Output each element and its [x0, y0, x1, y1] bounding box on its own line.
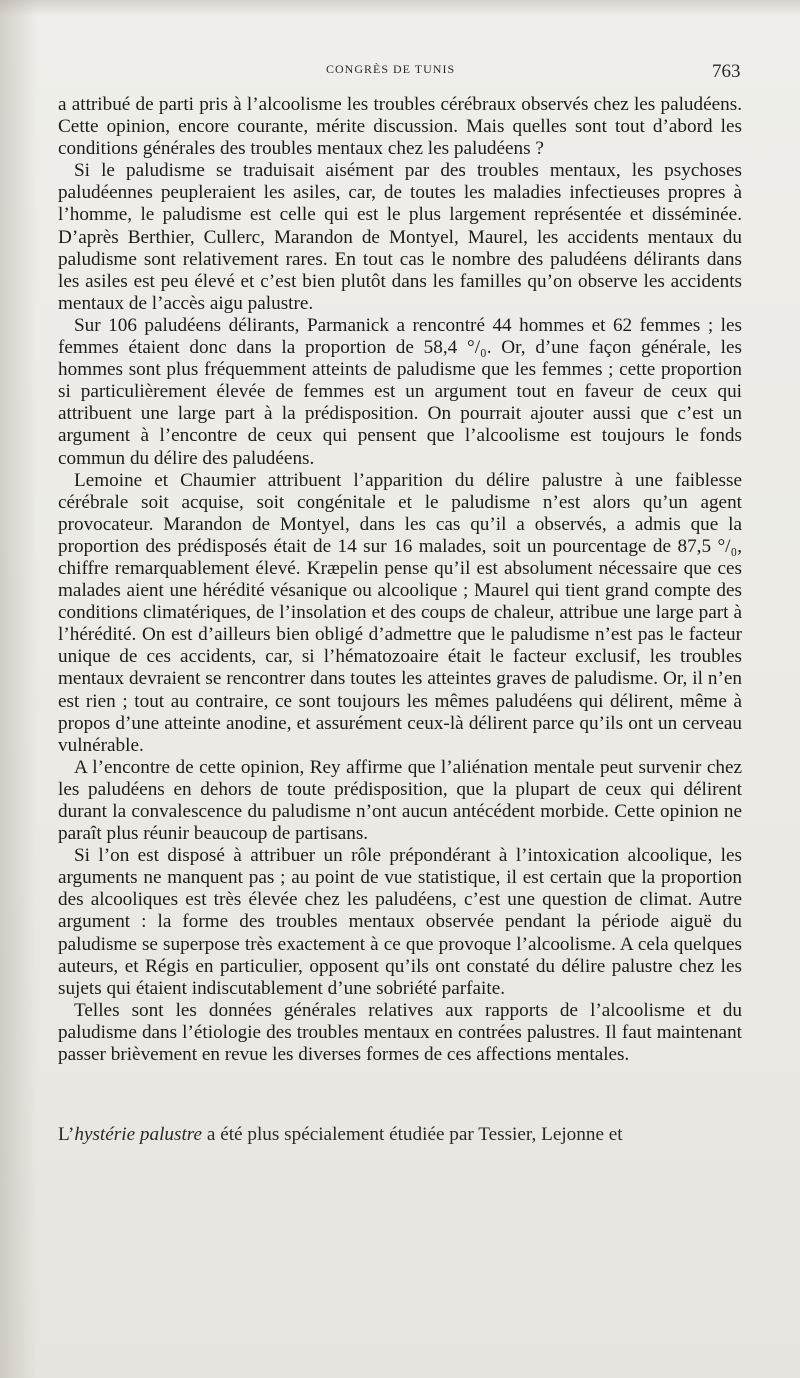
closing-line-italic-term: hystérie palustre: [74, 1124, 203, 1145]
closing-line-rest: a été plus spécialement étudiée par Tessier, Lejonne et: [202, 1124, 623, 1145]
paragraph-1: a attribué de parti pris à l’alcoolisme les troubles cérébraux observés chez les paludéens. Cette opinion, encore courante, mérite discussion. Mais quelles sont tout d’abord les conditions générales des troubles mentaux chez les paludéens ?: [58, 94, 742, 160]
paragraph-7: Telles sont les données générales relatives aux rapports de l’alcoolisme et du paludisme dans l’étiologie des troubles mentaux en contrées palustres. Il faut maintenant passer brièvement en revue les diverses formes de ces affections mentales.: [58, 999, 742, 1066]
paragraph-6: Si l’on est disposé à attribuer un rôle prépondérant à l’intoxication alcoolique, les arguments ne manquent pas ; au point de vue statistique, il est certain que la proportion des alcooliques est très élevée chez les paludéens, c’est une question de climat. Autre argument : la forme des troubles mentaux observée pendant la période aiguë du paludisme se superpose très exactement à ce que provoque l’alcoolisme. A cela quelques auteurs, et Régis en particulier, opposent qu’ils ont constaté du délire palustre chez les sujets qui étaient indiscutablement d’une sobriété parfaite.: [58, 845, 742, 999]
paragraph-3: Sur 106 paludéens délirants, Parmanick a rencontré 44 hommes et 62 femmes ; les femmes étaient donc dans la proportion de 58,4 °/₀. Or, d’une façon générale, les hommes sont plus fréquemment atteints de paludisme que les femmes ; cette proportion si particulièrement élevée de femmes est un argument tout en faveur de ceux qui attribuent une large part à la prédisposition. On pourrait ajouter aussi que c’est un argument à l’encontre de ceux qui pensent que l’alcoolisme est toujours le fonds commun du délire des paludéens.: [58, 314, 742, 469]
running-head: CONGRÈS DE TUNIS: [326, 62, 456, 76]
page-body: [58, 94, 742, 1066]
page-number: 763: [712, 61, 741, 82]
closing-line-lead: L’: [58, 1124, 75, 1145]
paragraph-5: A l’encontre de cette opinion, Rey affirme que l’aliénation mentale peut survenir chez les paludéens en dehors de toute prédisposition, que la plupart de ceux qui délirent durant la convalescence du paludisme n’ont aucun antécédent morbide. Cette opinion ne paraît plus réunir beaucoup de partisans.: [58, 756, 742, 845]
closing-section-line: [58, 1124, 742, 1146]
paragraph-4: Lemoine et Chaumier attribuent l’apparition du délire palustre à une faiblesse cérébrale soit acquise, soit congénitale et le paludisme n’est alors qu’un agent provocateur. Marandon de Montyel, dans les cas qu’il a observés, a admis que la proportion des prédisposés était de 14 sur 16 malades, soit un pourcentage de 87,5 °/₀, chiffre remarquablement élevé. Kræpelin pense qu’il est absolument nécessaire que ces malades aient une hérédité vésanique ou alcoolique ; Maurel qui tient grand compte des conditions climatériques, de l’insolation et des coups de chaleur, attribue une large part à l’hérédité. On est d’ailleurs bien obligé d’admettre que le paludisme n’est pas le facteur unique de ces accidents, car, si l’hématozoaire était le facteur exclusif, les troubles mentaux devraient se rencontrer dans toutes les atteintes graves de paludisme. Or, il n’en est rien ; tout au contraire, ce sont toujours les mêmes paludéens qui délirent, même à propos d’une atteinte anodine, et assurément ceux-là délirent parce qu’ils ont un cerveau vulnérable.: [58, 469, 742, 756]
paragraph-2: Si le paludisme se traduisait aisément par des troubles mentaux, les psychoses paludéennes peupleraient les asiles, car, de toutes les maladies infectieuses propres à l’homme, le paludisme est celle qui est le plus largement représentée et disséminée. D’après Berthier, Cullerc, Marandon de Montyel, Maurel, les accidents mentaux du paludisme sont relativement rares. En tout cas le nombre des paludéens délirants dans les asiles est peu élevé et c’est bien plutôt dans les familles qu’on observe les accidents mentaux de l’accès aigu palustre.: [58, 160, 742, 314]
